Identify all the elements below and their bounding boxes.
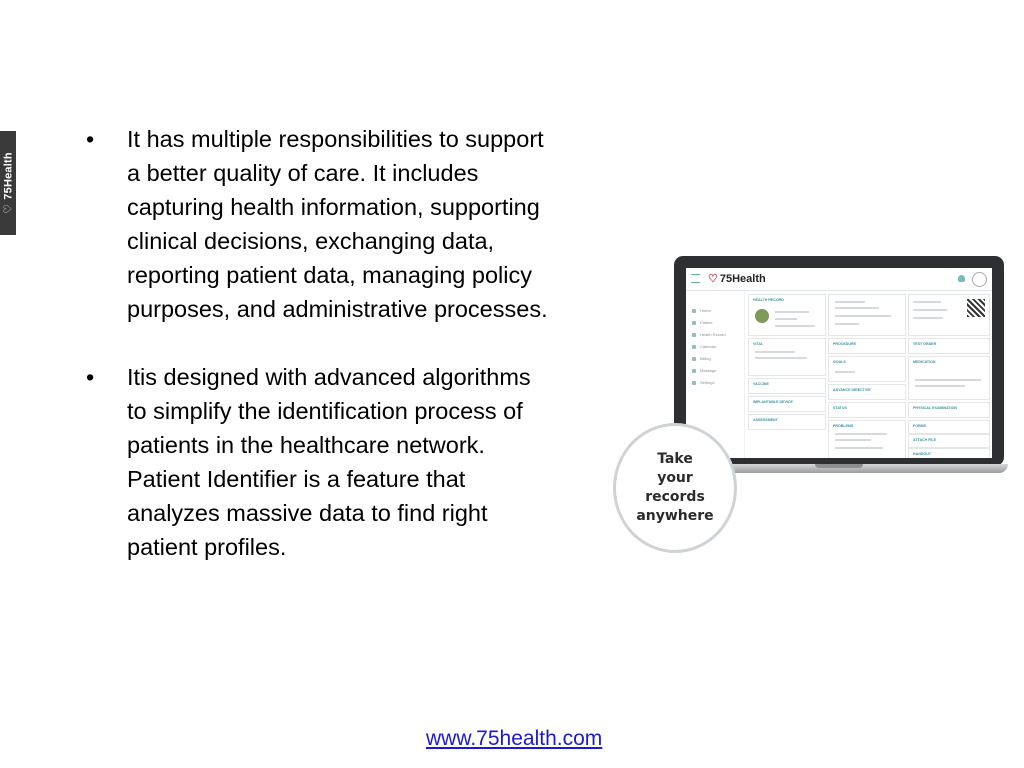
card-vital: VITAL [748, 338, 826, 376]
card-physical-exam: PHYSICAL EXAMINATION [908, 402, 990, 418]
card-status: STATUS [828, 402, 906, 418]
card-implantable: IMPLANTABLE DEVICE [748, 396, 826, 412]
bell-icon [958, 275, 965, 282]
card-visit [908, 294, 990, 336]
records-badge [613, 423, 737, 553]
card-handout: HANDOUT [908, 448, 990, 458]
bullet-dot: • [86, 364, 95, 390]
calendar-icon [692, 345, 696, 349]
laptop-lid [674, 256, 1004, 466]
card-contact [828, 294, 906, 336]
nav-item-message: Message [692, 368, 716, 373]
card-advance-directive: ADVANCE DIRECTIVE [828, 384, 906, 400]
heart-icon: ♡ [708, 273, 718, 285]
laptop-screen [686, 268, 992, 458]
bullet-text: It has multiple responsibilities to support a better quality of care. It includes capturing health information, supporting clinical decisions, exchanging data, reporting patient data, managing policy purposes, and administrative processes. [127, 126, 548, 322]
card-health-record: HEALTH RECORD [748, 294, 826, 336]
billing-icon [692, 357, 696, 361]
bullet-dot: • [86, 126, 95, 152]
bullet-text: Itis designed with advanced algorithms to simplify the identification process of patients in the healthcare network. Patient Identifier is a feature that analyzes massive data to find right patient profiles. [127, 364, 531, 560]
website-link[interactable]: www.75health.com [426, 727, 603, 750]
brand-name: 75Health [2, 152, 15, 200]
message-icon [692, 369, 696, 373]
app-header [686, 268, 992, 291]
badge-text: Take your records anywhere [636, 451, 714, 524]
nav-item-settings: Settings [692, 380, 714, 385]
brand-side-tab [0, 131, 16, 235]
nav-item-home: Home [692, 308, 711, 313]
card-test-order: TEST ORDER [908, 338, 990, 354]
patient-icon [692, 321, 696, 325]
bullet-item [86, 122, 556, 326]
card-attach-file: ATTACH FILE [908, 434, 990, 448]
card-medication: MEDICATION [908, 356, 990, 400]
bullet-item [86, 360, 556, 564]
card-goals: GOALS [828, 356, 906, 382]
menu-icon [691, 274, 700, 283]
home-icon [692, 309, 696, 313]
record-icon [692, 333, 696, 337]
qr-code-icon [967, 299, 985, 317]
avatar [972, 272, 987, 287]
bullet-list [86, 122, 556, 564]
card-assessment: ASSESSMENT [748, 414, 826, 430]
nav-item-billing: Billing [692, 356, 711, 361]
card-problems: PROBLEMS [828, 420, 906, 458]
patient-avatar [755, 309, 769, 323]
nav-item-health-record: Health Record [692, 332, 726, 337]
laptop-notch [815, 464, 863, 468]
brand-side-text [2, 152, 15, 214]
nav-item-calendar: Calendar [692, 344, 716, 349]
card-procedure: PROCEDURE [828, 338, 906, 354]
nav-item-patient: Patient [692, 320, 712, 325]
card-vaccine: VACCINE [748, 378, 826, 394]
app-logo: ♡ 75Health [708, 273, 766, 285]
gear-icon [692, 381, 696, 385]
heart-logo-icon: ♡ [2, 203, 15, 214]
card-forms: FORMS [908, 420, 990, 434]
